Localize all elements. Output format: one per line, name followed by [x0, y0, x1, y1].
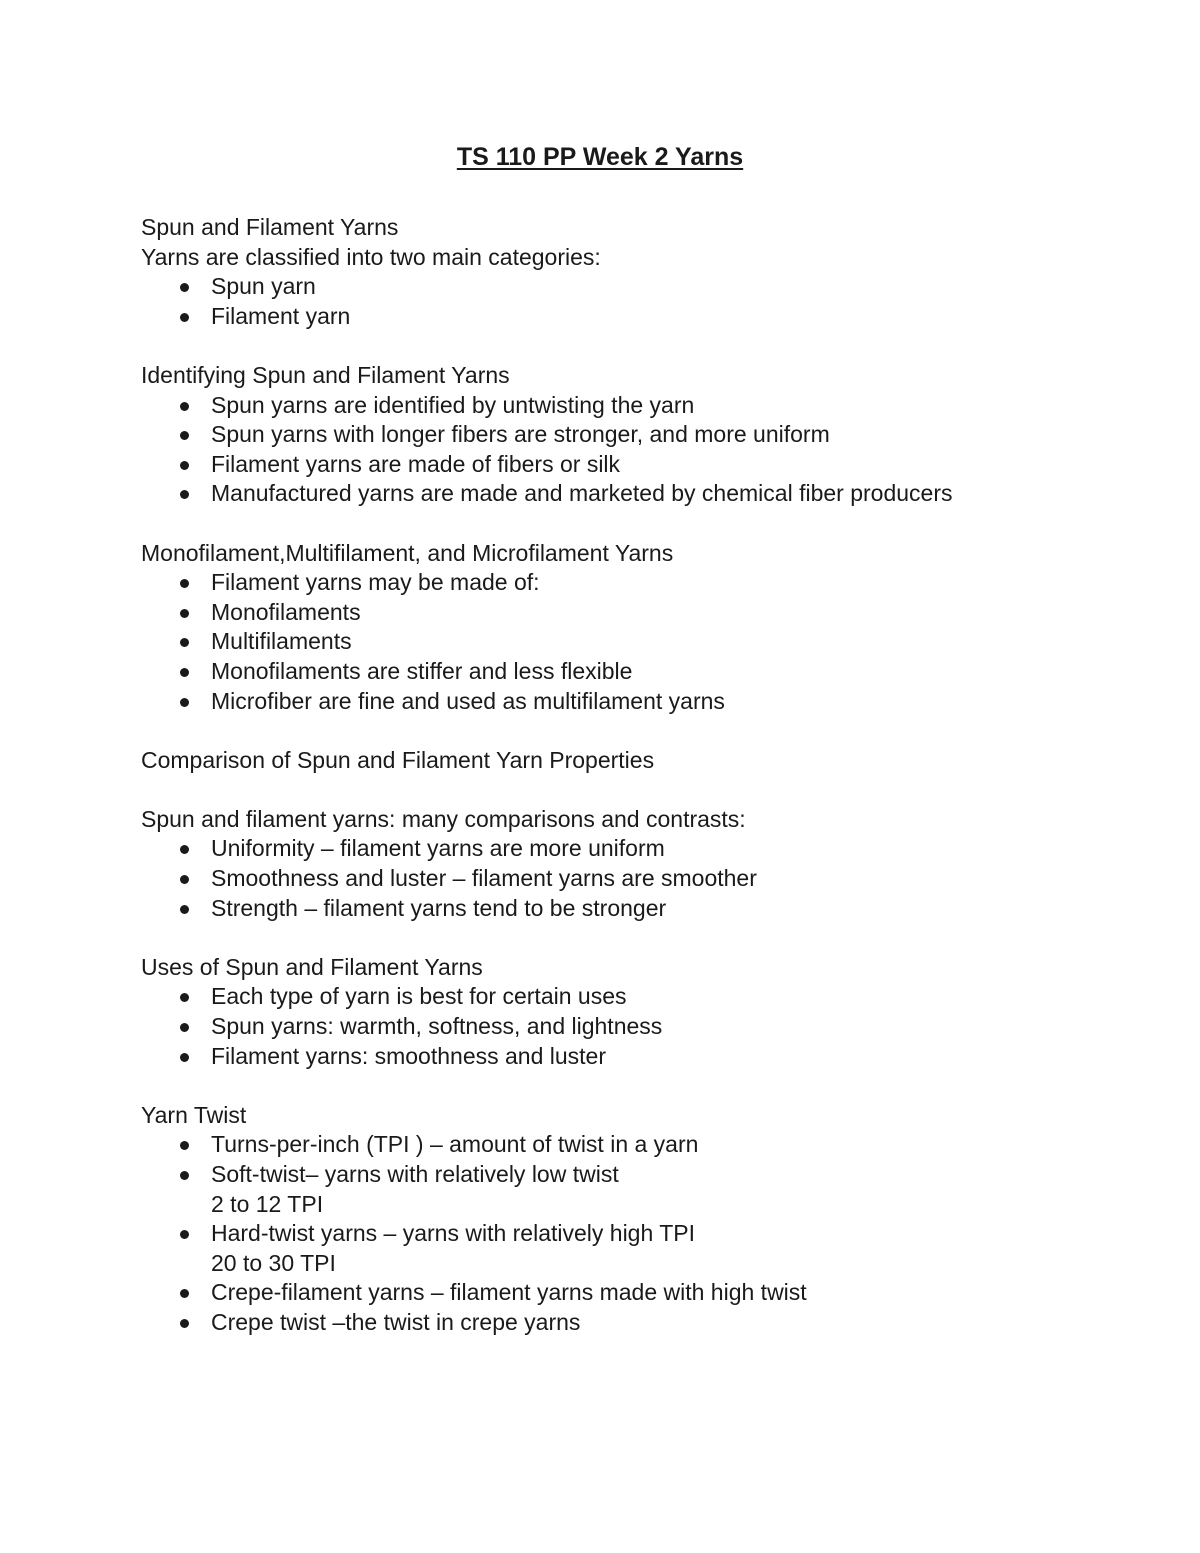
bullet-text: Filament yarns: smoothness and luster: [211, 1042, 607, 1069]
bullet-text: Monofilaments are stiffer and less flexible: [211, 657, 633, 684]
bullet-dot-icon: [180, 638, 189, 647]
section-spacer: [141, 923, 1101, 953]
bullet-item: [141, 272, 1101, 302]
bullet-dot-icon: [180, 993, 189, 1002]
section: [141, 539, 1101, 717]
bullet-dot-icon: [180, 905, 189, 914]
bullet-item: [141, 450, 1101, 480]
bullet-dot-icon: [180, 579, 189, 588]
bullet-item: [141, 479, 1101, 509]
bullet-text: Microfiber are fine and used as multifilament yarns: [211, 687, 725, 714]
section-heading: Identifying Spun and Filament Yarns: [141, 361, 510, 388]
bullet-text: Turns-per-inch (TPI ) – amount of twist in a yarn: [211, 1131, 699, 1158]
paragraph-spacer: [141, 775, 1101, 805]
bullet-list: [141, 1130, 1101, 1337]
bullet-list: [141, 982, 1101, 1071]
bullet-list: [141, 272, 1101, 331]
bullet-item: [141, 302, 1101, 332]
bullet-text: Multifilaments: [211, 628, 352, 655]
bullet-text: Spun yarns with longer fibers are stronger, and more uniform: [211, 421, 830, 448]
bullet-list: [141, 391, 1101, 509]
bullet-dot-icon: [180, 845, 189, 854]
bullet-item: [141, 1278, 1101, 1308]
section-spacer: [141, 509, 1101, 539]
bullet-text: Monofilaments: [211, 598, 361, 625]
section-heading: Monofilament,Multifilament, and Microfilament Yarns: [141, 539, 674, 566]
bullet-item: [141, 391, 1101, 421]
document-body: [141, 213, 1101, 1338]
bullet-item: [141, 834, 1101, 864]
bullet-subtext: 20 to 30 TPI: [211, 1249, 336, 1276]
section-heading: Yarn Twist: [141, 1101, 247, 1128]
section: [141, 213, 1101, 331]
bullet-dot-icon: [180, 402, 189, 411]
section: [141, 361, 1101, 509]
bullet-item: [141, 1219, 1101, 1278]
bullet-dot-icon: [180, 1023, 189, 1032]
bullet-item: [141, 627, 1101, 657]
bullet-text: Uniformity – filament yarns are more uniform: [211, 835, 665, 862]
bullet-text: Filament yarn: [211, 302, 351, 329]
bullet-item: [141, 657, 1101, 687]
section-intro: Spun and filament yarns: many comparisons and contrasts:: [141, 805, 746, 832]
bullet-text: Each type of yarn is best for certain uses: [211, 983, 627, 1010]
bullet-text: Hard-twist yarns – yarns with relatively high TPI: [211, 1220, 696, 1247]
section: [141, 953, 1101, 1071]
bullet-text: Manufactured yarns are made and marketed by chemical fiber producers: [211, 480, 953, 507]
bullet-dot-icon: [180, 313, 189, 322]
bullet-item: [141, 598, 1101, 628]
bullet-dot-icon: [180, 609, 189, 618]
bullet-list: [141, 834, 1101, 923]
bullet-item: [141, 894, 1101, 924]
section-spacer: [141, 716, 1101, 746]
bullet-text: Spun yarns are identified by untwisting the yarn: [211, 391, 695, 418]
bullet-list: [141, 568, 1101, 716]
section-heading: Spun and Filament Yarns: [141, 214, 399, 240]
bullet-text: Soft-twist– yarns with relatively low twist: [211, 1161, 619, 1187]
bullet-dot-icon: [180, 431, 189, 440]
bullet-dot-icon: [180, 698, 189, 707]
bullet-item: [141, 1130, 1101, 1160]
bullet-item: [141, 1308, 1101, 1338]
bullet-text: Spun yarns: warmth, softness, and lightness: [211, 1013, 663, 1040]
section-spacer: [141, 1071, 1101, 1101]
bullet-item: [141, 864, 1101, 894]
section: [141, 1101, 1101, 1338]
bullet-subtext: 2 to 12 TPI: [211, 1190, 324, 1217]
section-heading: Uses of Spun and Filament Yarns: [141, 953, 483, 980]
bullet-item: [141, 568, 1101, 598]
bullet-dot-icon: [180, 875, 189, 884]
bullet-dot-icon: [180, 461, 189, 470]
section-heading: Comparison of Spun and Filament Yarn Properties: [141, 746, 655, 773]
section-spacer: [141, 331, 1101, 361]
bullet-text: Spun yarn: [211, 273, 316, 300]
bullet-dot-icon: [180, 1319, 189, 1328]
bullet-dot-icon: [180, 1230, 189, 1239]
bullet-text: Strength – filament yarns tend to be stronger: [211, 894, 667, 921]
bullet-dot-icon: [180, 1171, 189, 1180]
bullet-dot-icon: [180, 668, 189, 677]
bullet-item: [141, 982, 1101, 1012]
section: [141, 746, 1101, 924]
bullet-text: Filament yarns are made of fibers or silk: [211, 450, 621, 477]
bullet-item: [141, 1042, 1101, 1072]
bullet-dot-icon: [180, 1053, 189, 1062]
bullet-text: Filament yarns may be made of:: [211, 569, 540, 596]
bullet-item: [141, 420, 1101, 450]
bullet-text: Smoothness and luster – filament yarns are smoother: [211, 865, 757, 892]
bullet-item: [141, 1160, 1101, 1219]
bullet-dot-icon: [180, 490, 189, 499]
bullet-item: [141, 687, 1101, 717]
bullet-text: Crepe twist –the twist in crepe yarns: [211, 1308, 581, 1335]
bullet-dot-icon: [180, 1141, 189, 1150]
section-intro: Yarns are classified into two main categories:: [141, 243, 601, 270]
document-title: TS 110 PP Week 2 Yarns: [456, 143, 744, 171]
bullet-dot-icon: [180, 1289, 189, 1298]
bullet-text: Crepe-filament yarns – filament yarns made with high twist: [211, 1279, 807, 1306]
bullet-dot-icon: [180, 283, 189, 292]
bullet-item: [141, 1012, 1101, 1042]
